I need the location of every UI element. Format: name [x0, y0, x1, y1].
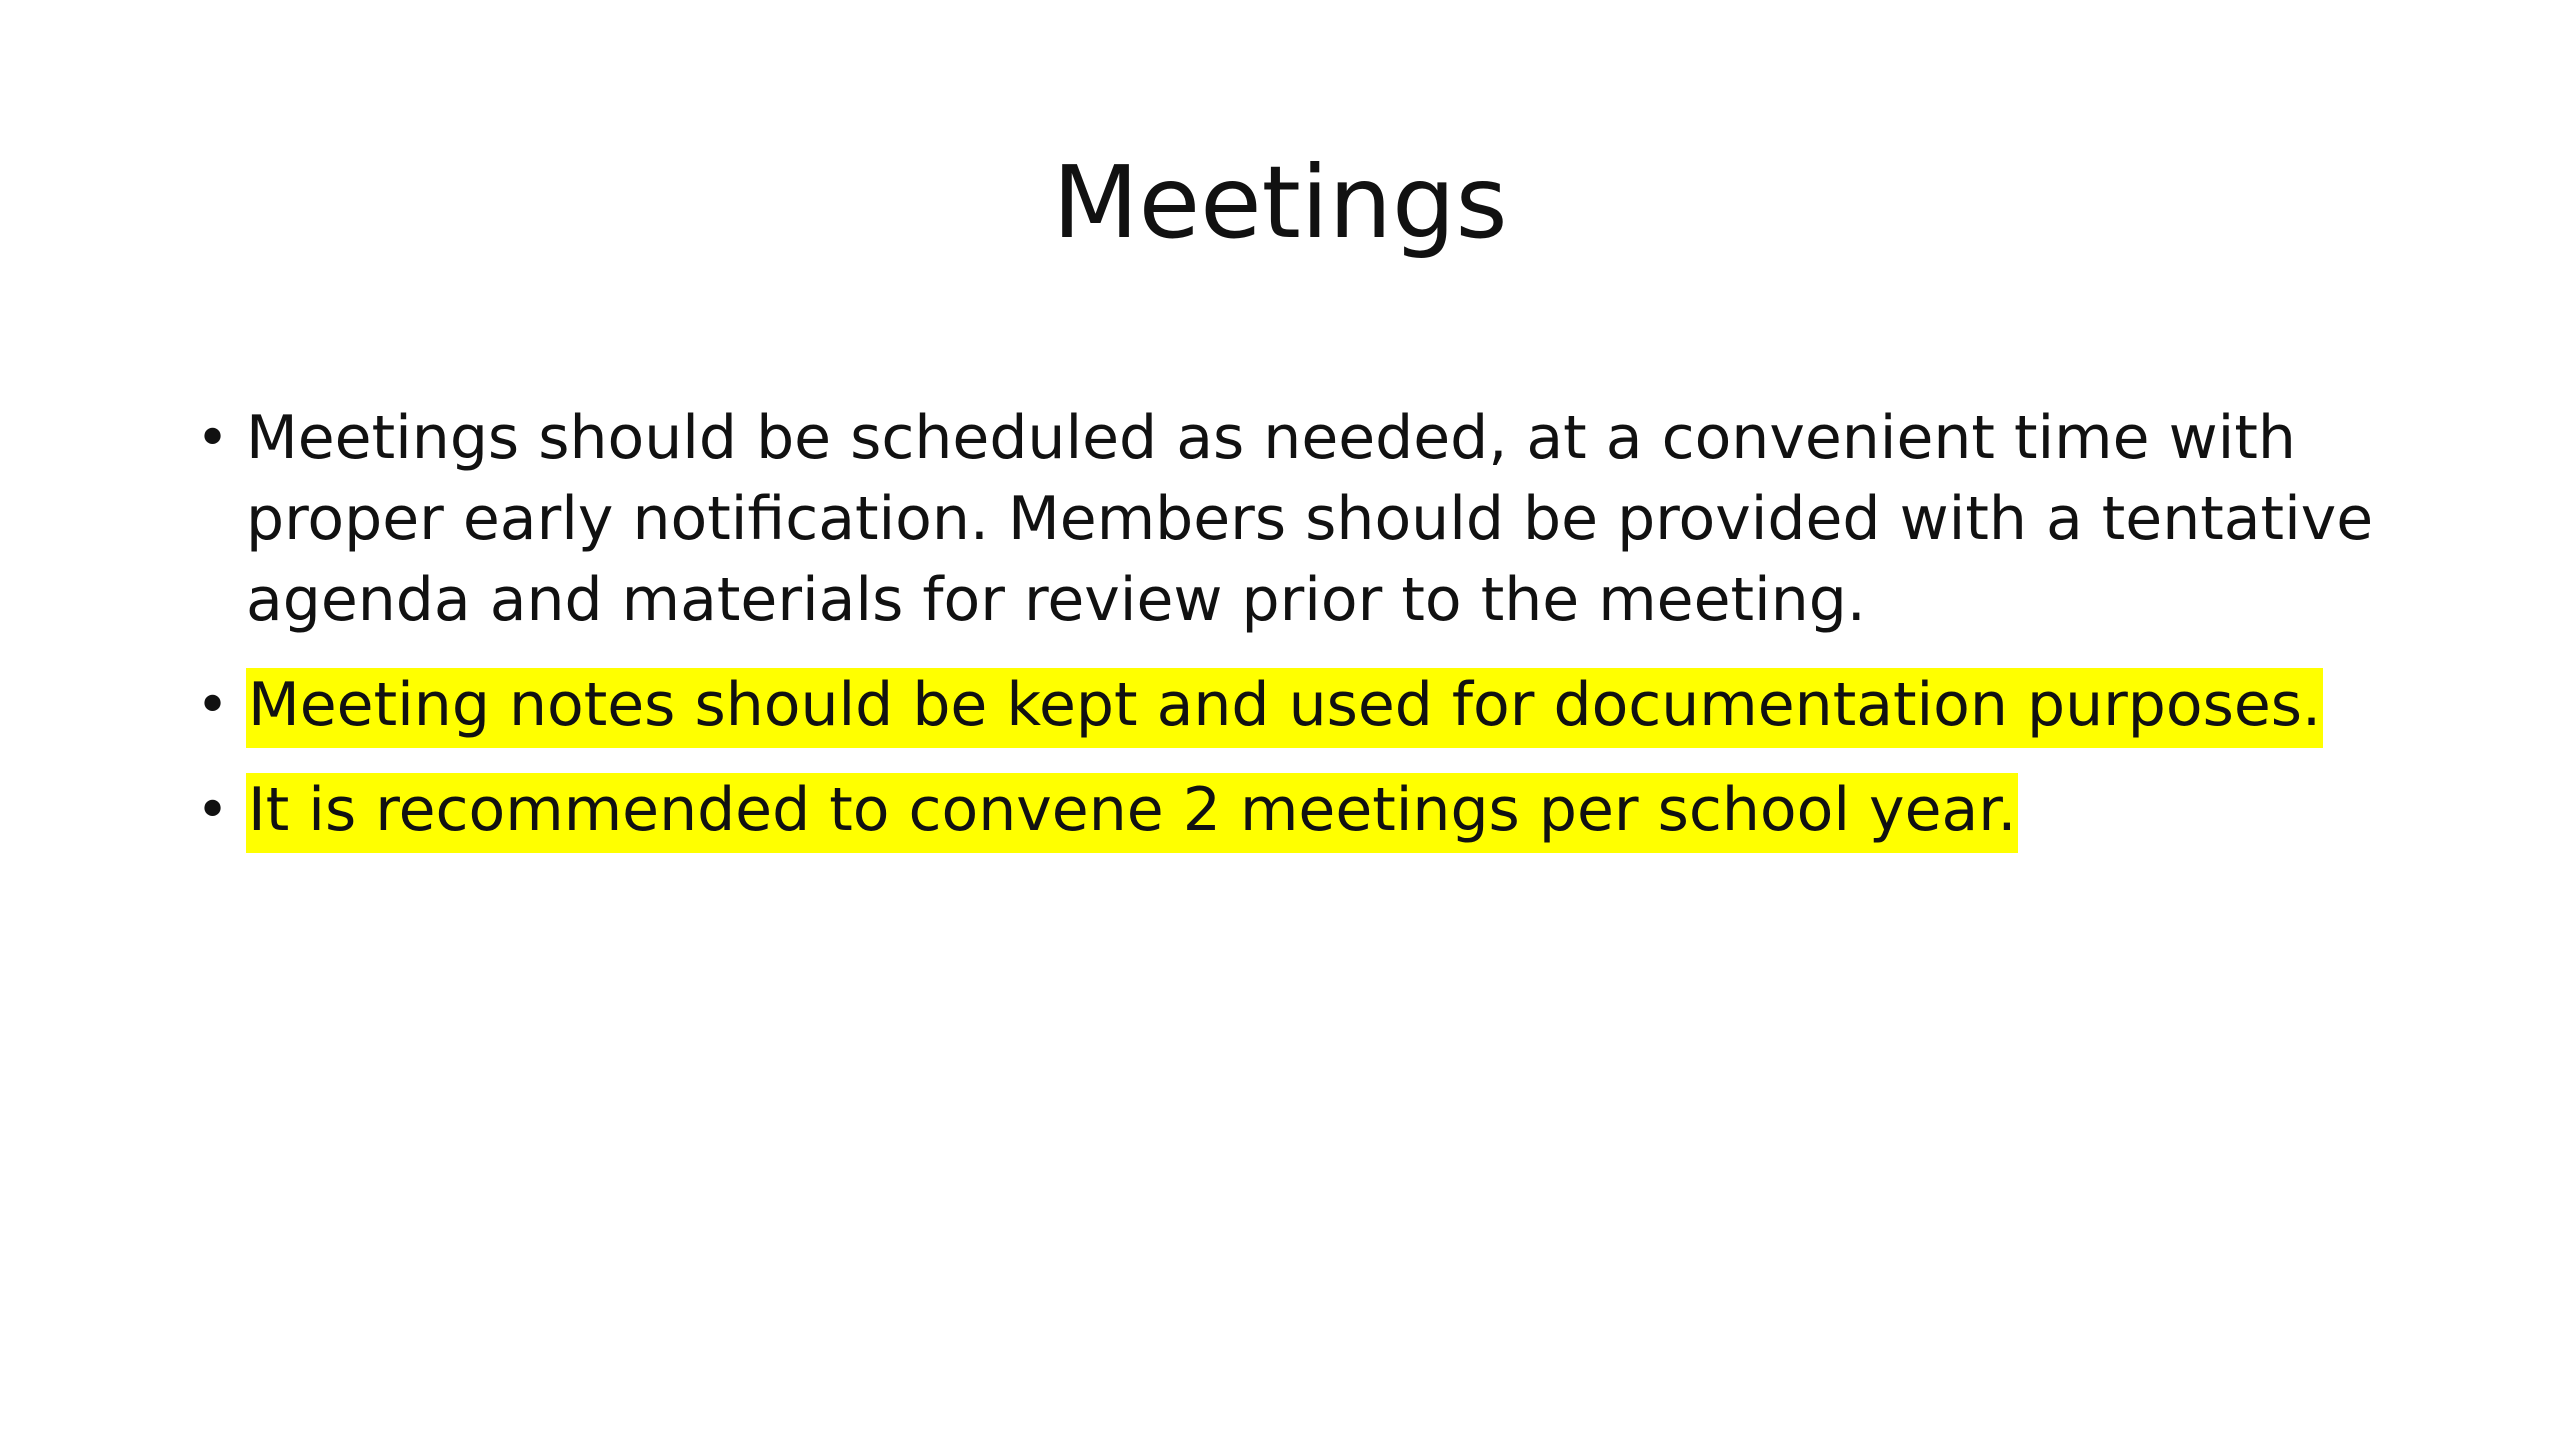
- bullet-list: [196, 398, 2426, 875]
- bullet-text-highlighted: It is recommended to convene 2 meetings per school year.: [246, 773, 2018, 853]
- bullet-icon: •: [196, 406, 230, 471]
- bullet-icon: •: [196, 778, 230, 843]
- bullet-text-highlighted: Meeting notes should be kept and used for documentation purposes.: [246, 668, 2323, 748]
- bullet-item: [196, 770, 2426, 851]
- bullet-icon: •: [196, 673, 230, 738]
- bullet-item: [196, 398, 2426, 641]
- slide-title: Meetings: [1052, 144, 1508, 261]
- bullet-text: Meetings should be scheduled as needed, at a convenient time with proper early notification. Members should be provided with a tentative agenda and materials for review prior to the meeting.: [246, 403, 2374, 635]
- bullet-item: [196, 665, 2426, 746]
